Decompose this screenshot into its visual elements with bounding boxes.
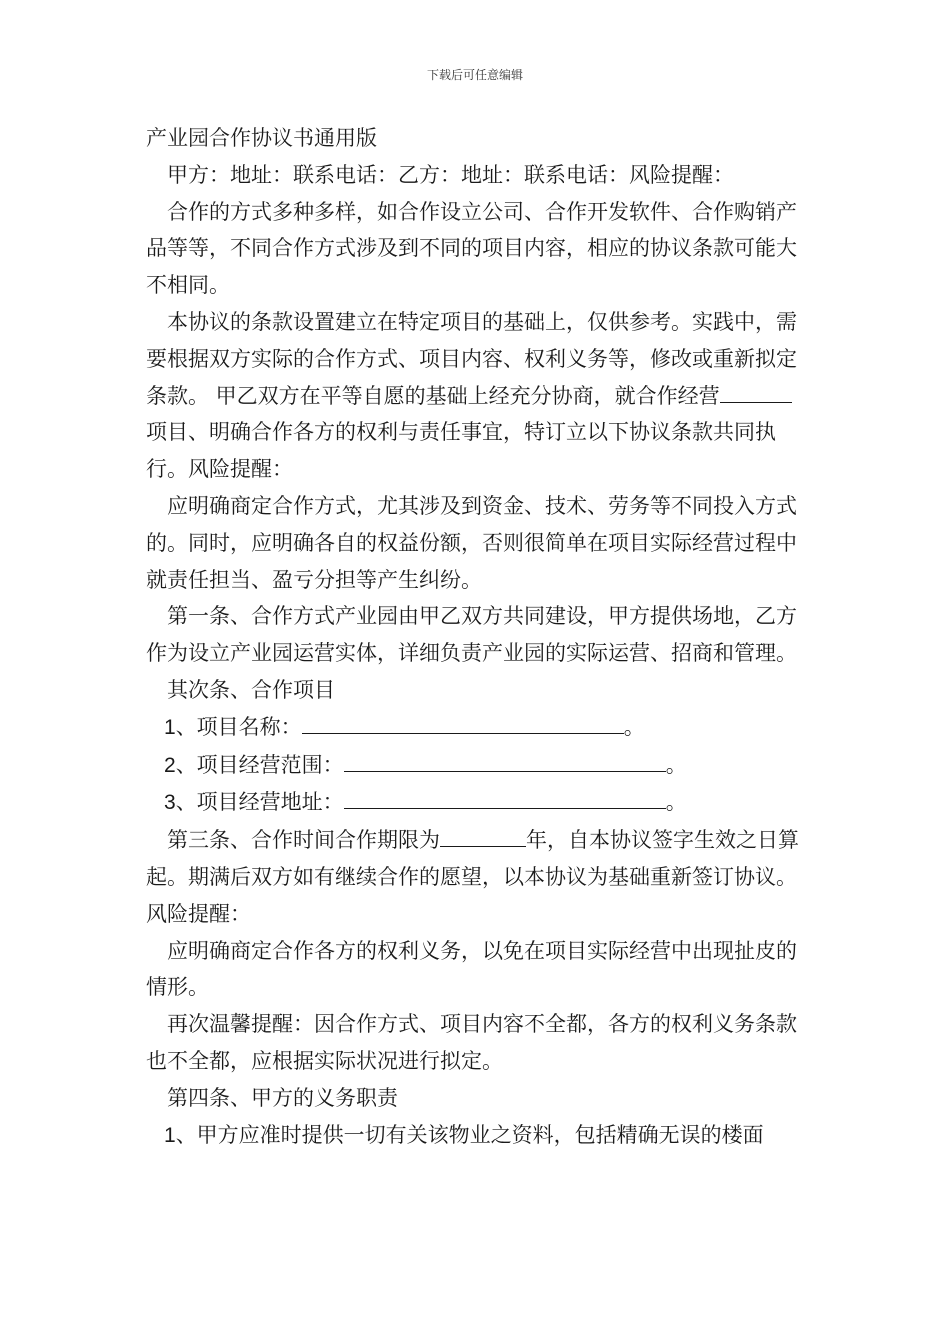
item-label: 、项目经营地址： xyxy=(175,790,344,815)
item-number: 1 xyxy=(164,715,176,739)
cooperation-years-field[interactable] xyxy=(440,822,526,847)
item-number: 1 xyxy=(164,1123,176,1147)
paragraph-agreement-basis xyxy=(146,304,811,488)
document-body xyxy=(146,120,811,1154)
article-2-heading: 其次条、合作项目 xyxy=(167,677,335,702)
business-address-field[interactable] xyxy=(344,784,666,809)
article-2-item-3 xyxy=(146,784,811,822)
header-note: 下载后可任意编辑 xyxy=(426,68,523,82)
paragraph-cooperation-methods: 合作的方式多种多样，如合作设立公司、合作开发软件、合作购销产品等等，不同合作方式涉及到不同的项目内容，相应的协议条款可能大不相同。 xyxy=(146,199,797,298)
article-2-item-1 xyxy=(146,709,811,747)
item-label: 、项目经营范围： xyxy=(175,752,344,777)
paragraph-text: 第三条、合作时间合作期限为 xyxy=(167,828,440,853)
article-4-heading: 第四条、甲方的义务职责 xyxy=(167,1085,398,1110)
article-3 xyxy=(146,822,811,932)
business-scope-field[interactable] xyxy=(344,747,666,772)
paragraph-risk-rights: 应明确商定合作各方的权利义务，以免在项目实际经营中出现扯皮的情形。 xyxy=(146,938,797,1000)
item-period: 。 xyxy=(665,752,687,777)
parties-line: 甲方：地址：联系电话：乙方：地址：联系电话：风险提醒： xyxy=(167,162,734,187)
paragraph-text: 年，自本协议签字生效之日算起。期满后双方如有继续合作的愿望，以本协议为基础重新签订协议。风险提醒： xyxy=(146,828,799,926)
item-number: 3 xyxy=(164,791,176,815)
item-text: 、甲方应准时提供一切有关该物业之资料，包括精确无误的楼面 xyxy=(175,1122,764,1147)
paragraph-reminder: 再次温馨提醒：因合作方式、项目内容不全都，各方的权利义务条款也不全都，应根据实际状况进行拟定。 xyxy=(146,1012,797,1073)
article-1: 第一条、合作方式产业园由甲乙双方共同建设，甲方提供场地，乙方作为设立产业园运营实体，详细负责产业园的实际运营、招商和管理。 xyxy=(146,604,797,666)
paragraph-text: 项目、明确合作各方的权利与责任事宜，特订立以下协议条款共同执行。风险提醒： xyxy=(146,420,776,482)
document-title: 产业园合作协议书通用版 xyxy=(146,126,377,150)
paragraph-risk-cooperation: 应明确商定合作方式，尤其涉及到资金、技术、劳务等不同投入方式的。同时，应明确各自的权益份额，否则很简单在项目实际经营过程中就责任担当、盈亏分担等产生纠纷。 xyxy=(146,493,797,592)
item-period: 。 xyxy=(623,714,645,739)
project-name-blank[interactable] xyxy=(720,378,792,403)
item-period: 。 xyxy=(665,790,687,815)
article-2-item-2 xyxy=(146,747,811,785)
project-name-field[interactable] xyxy=(302,709,624,734)
item-number: 2 xyxy=(164,753,176,777)
paragraph-text: 本协议的条款设置建立在特定项目的基础上，仅供参考。实践中，需要根据双方实际的合作方式、项目内容、权利义务等，修改或重新拟定条款。 甲乙双方在平等自愿的基础上经充分协商，就合作经营 xyxy=(146,309,797,408)
article-4-item-1 xyxy=(146,1117,811,1155)
item-label: 、项目名称： xyxy=(175,714,302,739)
